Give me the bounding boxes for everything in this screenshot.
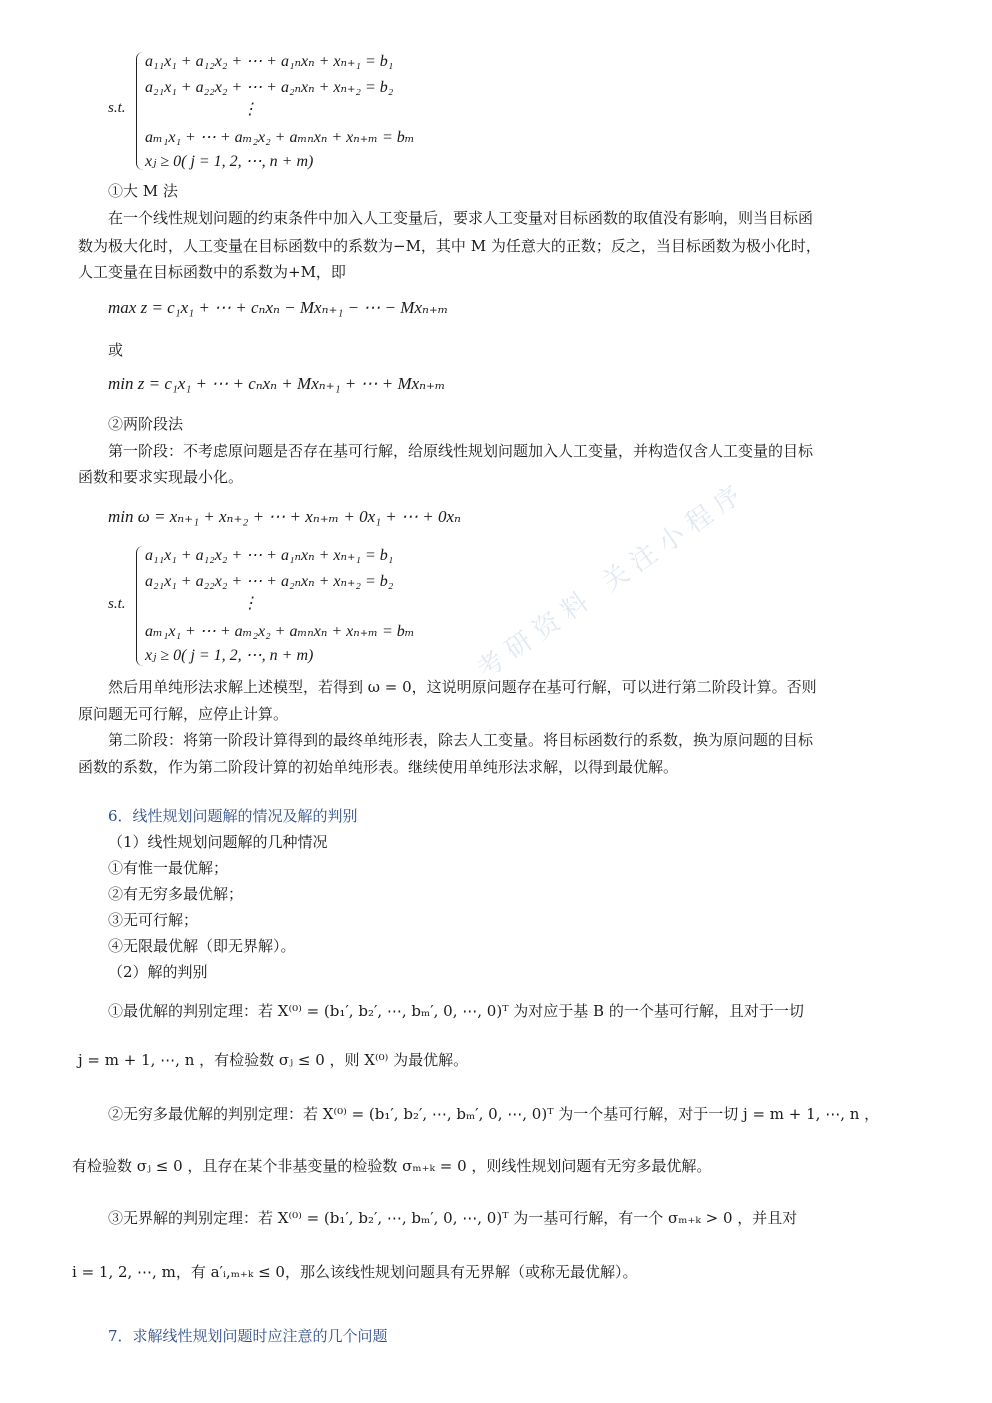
section-7-heading: 7．求解线性规划问题时应注意的几个问题 [108,1327,388,1345]
subheading: （2）解的判别 [108,963,208,981]
constraint-row: a₁₁x₁ + a₁₂x₂ + ⋯ + a₁ₙxₙ + xₙ₊₁ = b₁ [145,53,394,70]
theorem-3-cont: i = 1, 2, ⋯, m，有 a′ᵢ,ₘ₊ₖ ≤ 0，那么该线性规划问题具有无界解（或称无最优解）。 [72,1263,638,1281]
paragraph: 在一个线性规划问题的约束条件中加入人工变量后，要求人工变量对目标函数的取值没有影响，则当目标函 [108,209,814,227]
paragraph: 函数的系数，作为第二阶段计算的初始单纯形表。继续使用单纯形法求解，以得到最优解。 [78,758,679,776]
constraint-row: xⱼ ≥ 0( j = 1, 2, ⋯, n + m) [145,153,314,170]
or-label: 或 [108,341,124,359]
brace [136,52,143,170]
equation-max: max z = c₁x₁ + ⋯ + cₙxₙ − Mxₙ₊₁ − ⋯ − Mxₙ₊ₘ [108,298,449,317]
subheading: （1）线性规划问题解的几种情况 [108,833,328,851]
equation-omega: min ω = xₙ₊₁ + xₙ₊₂ + ⋯ + xₙ₊ₘ + 0x₁ + ⋯ + 0xₙ [108,507,461,526]
constraint-row: ⋮ [242,101,258,118]
list-item: ③无可行解； [108,911,199,929]
constraint-row: aₘ₁x₁ + ⋯ + aₘ₂x₂ + aₘₙxₙ + xₙ₊ₘ = bₘ [145,129,415,146]
st-label: s.t. [108,100,126,116]
brace [136,546,143,666]
watermark: 考研资料 关注小程序 [471,475,754,686]
paragraph: 数为极大化时，人工变量在目标函数中的系数为−M，其中 M 为任意大的正数；反之，当目标函数为极小化时， [78,237,821,255]
constraint-row: a₁₁x₁ + a₁₂x₂ + ⋯ + a₁ₙxₙ + xₙ₊₁ = b₁ [145,547,394,564]
st-label: s.t. [108,596,126,612]
section-6-heading: 6．线性规划问题解的情况及解的判别 [108,807,358,825]
constraint-row: aₘ₁x₁ + ⋯ + aₘ₂x₂ + aₘₙxₙ + xₙ₊ₘ = bₘ [145,623,415,640]
theorem-1: ①最优解的判别定理：若 X⁽⁰⁾ = (b₁′, b₂′, ⋯, bₘ′, 0, ⋯, 0)ᵀ 为对应于基 B 的一个基可行解，且对于一切 [108,1002,804,1020]
paragraph: 第二阶段：将第一阶段计算得到的最终单纯形表，除去人工变量。将目标函数行的系数，换为原问题的目标 [108,731,814,749]
equation-min: min z = c₁x₁ + ⋯ + cₙxₙ + Mxₙ₊₁ + ⋯ + Mxₙ₊ₘ [108,374,446,393]
constraint-row: a₂₁x₁ + a₂₂x₂ + ⋯ + a₂ₙxₙ + xₙ₊₂ = b₂ [145,573,394,590]
theorem-3: ③无界解的判别定理：若 X⁽⁰⁾ = (b₁′, b₂′, ⋯, bₘ′, 0, ⋯, 0)ᵀ 为一基可行解，有一个 σₘ₊ₖ > 0 ，并且对 [108,1209,798,1227]
paragraph: 第一阶段：不考虑原问题是否存在基可行解，给原线性规划问题加入人工变量，并构造仅含人工变量的目标 [108,442,814,460]
big-m-title: ①大 M 法 [108,182,178,200]
theorem-2: ②无穷多最优解的判别定理：若 X⁽⁰⁾ = (b₁′, b₂′, ⋯, bₘ′, 0, ⋯, 0)ᵀ 为一个基可行解，对于一切 j = m + 1, ⋯, n ， [108,1105,880,1123]
list-item: ②有无穷多最优解； [108,885,244,903]
constraint-row: ⋮ [242,595,258,612]
paragraph: 然后用单纯形法求解上述模型，若得到 ω = 0，这说明原问题存在基可行解，可以进行第二阶段计算。否则 [108,678,817,696]
constraint-row: xⱼ ≥ 0( j = 1, 2, ⋯, n + m) [145,647,314,664]
list-item: ④无限最优解（即无界解）。 [108,937,296,955]
theorem-1-cont: j = m + 1, ⋯, n ，有检验数 σⱼ ≤ 0 ，则 X⁽⁰⁾ 为最优解。 [78,1051,469,1069]
paragraph: 原问题无可行解，应停止计算。 [78,705,289,723]
constraint-row: a₂₁x₁ + a₂₂x₂ + ⋯ + a₂ₙxₙ + xₙ₊₂ = b₂ [145,79,394,96]
two-phase-title: ②两阶段法 [108,415,184,433]
paragraph: 函数和要求实现最小化。 [78,468,244,486]
theorem-2-cont: 有检验数 σⱼ ≤ 0 ，且存在某个非基变量的检验数 σₘ₊ₖ = 0 ，则线性规划问题有无穷多最优解。 [72,1157,712,1175]
list-item: ①有惟一最优解； [108,859,229,877]
paragraph: 人工变量在目标函数中的系数为+M，即 [78,263,346,281]
